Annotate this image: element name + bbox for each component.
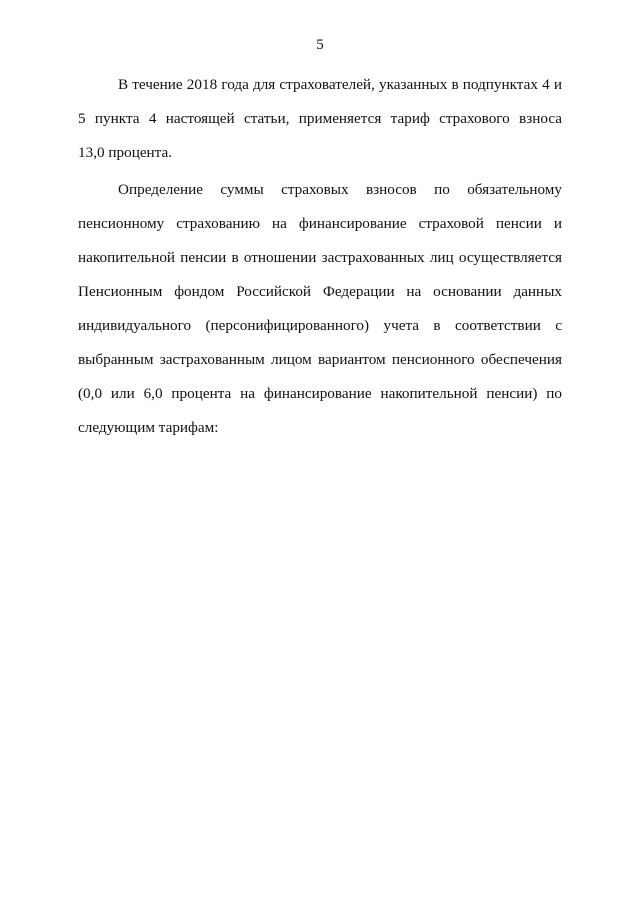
text-line: (0,0 или 6,0 процента на финансирование накопительной пенсии) по [78,385,562,402]
text-line: Пенсионным фондом Российской Федерации на основании данных [78,283,562,300]
text-line: 5 пункта 4 настоящей статьи, применяется тариф страхового взноса [78,110,562,127]
text-line: накопительной пенсии в отношении застрахованных лиц осуществляется [78,249,562,266]
page-number: 5 [316,37,324,53]
text-line: выбранным застрахованным лицом вариантом пенсионного обеспечения [78,351,562,368]
text-line: индивидуального (персонифицированного) учета в соответствии с [78,317,562,334]
paragraph-contribution-determination [78,181,562,453]
text-line: пенсионному страхованию на финансирование страховой пенсии и [78,215,562,232]
text-line: Определение суммы страховых взносов по обязательному [118,181,562,198]
paragraph-tariff-2018 [78,76,562,178]
text-line: В течение 2018 года для страхователей, указанных в подпунктах 4 и [118,76,562,93]
text-line: 13,0 процента. [78,144,173,161]
text-line: следующим тарифам: [78,419,219,436]
